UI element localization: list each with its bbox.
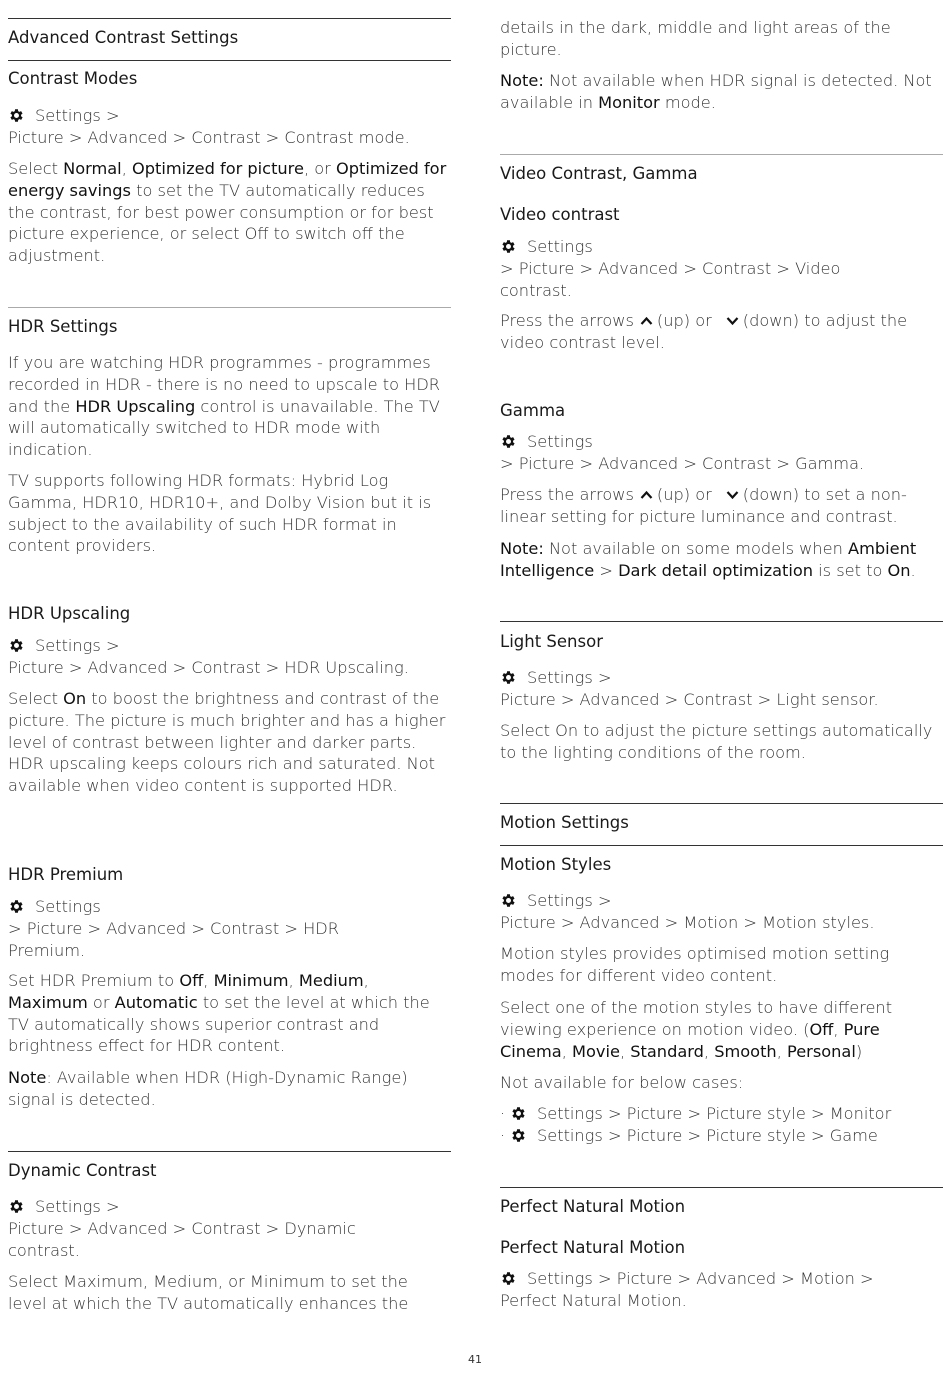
hdr-premium-desc: Set HDR Premium to Off, Minimum, Medium, Maximum or Automatic to set the level at which the TV automatically shows superior contrast and brightness effect for HDR content. xyxy=(8,971,430,1056)
motion-settings-title: Motion Settings xyxy=(500,813,629,832)
dynamic-contrast-note: Note: Not available when HDR signal is detected. Not available in Monitor mode. xyxy=(500,71,932,112)
chevron-up-icon xyxy=(640,489,653,501)
gear-icon xyxy=(500,669,517,686)
perfect-natural-motion-title: Perfect Natural Motion xyxy=(500,1238,686,1257)
hdr-upscaling-desc: Select On to boost the brightness and contrast of the picture. The picture is much brighter and has a higher level of contrast between lighter and darker parts. HDR upscaling keeps colours rich and saturated. Not available when video content is supported HDR. xyxy=(8,689,446,796)
gear-icon xyxy=(8,107,25,124)
dynamic-contrast-desc: Select Maximum, Medium, or Minimum to set the level at which the TV automatically enhances the xyxy=(8,1272,409,1313)
contrast-modes-path: Settings > Picture > Advanced > Contrast > Contrast mode. xyxy=(8,106,410,147)
dynamic-contrast-continued: details in the dark, middle and light areas of the picture. xyxy=(500,18,891,59)
light-sensor-title: Light Sensor xyxy=(500,632,603,651)
advanced-contrast-title: Advanced Contrast Settings xyxy=(8,28,239,47)
motion-styles-p2: Select one of the motion styles to have different viewing experience on motion video. (Off, Pure Cinema, Movie, Standard, Smooth, Personal) xyxy=(500,998,893,1061)
hdr-premium-title: HDR Premium xyxy=(8,865,124,884)
section-rule xyxy=(500,154,943,155)
perfect-natural-motion-path: Settings > Picture > Advanced > Motion > Perfect Natural Motion. xyxy=(500,1269,874,1310)
gear-icon xyxy=(500,238,517,255)
section-rule xyxy=(8,60,451,61)
section-rule xyxy=(8,307,451,308)
hdr-upscaling-path: Settings > Picture > Advanced > Contrast > HDR Upscaling. xyxy=(8,636,409,677)
gamma-note: Note: Not available on some models when Ambient Intelligence > Dark detail optimization is set to On. xyxy=(500,539,917,580)
section-rule xyxy=(8,18,451,19)
gear-icon xyxy=(8,637,25,654)
motion-styles-p1: Motion styles provides optimised motion setting modes for different video content. xyxy=(500,944,890,985)
section-rule xyxy=(500,803,943,804)
list-item: · Settings > Picture > Picture style > Game xyxy=(500,1125,878,1145)
gamma-path: Settings > Picture > Advanced > Contrast > Gamma. xyxy=(500,432,865,473)
motion-styles-cases xyxy=(500,1103,943,1147)
gear-icon xyxy=(500,1270,517,1287)
light-sensor-path: Settings > Picture > Advanced > Contrast > Light sensor. xyxy=(500,668,879,709)
gear-icon xyxy=(510,1105,527,1122)
video-contrast-desc: Press the arrows (up) or (down) to adjust the video contrast level. xyxy=(500,311,908,352)
hdr-settings-title: HDR Settings xyxy=(8,317,118,336)
dynamic-contrast-title: Dynamic Contrast xyxy=(8,1161,157,1180)
hdr-settings-p2: TV supports following HDR formats: Hybrid Log Gamma, HDR10, HDR10+, and Dolby Vision but it is subject to the availability of such HDR format in content providers. xyxy=(8,471,432,556)
page-number: 41 xyxy=(468,1353,482,1366)
gear-icon xyxy=(510,1127,527,1144)
chevron-down-icon xyxy=(726,315,739,327)
hdr-premium-path: Settings > Picture > Advanced > Contrast > HDR Premium. xyxy=(8,897,339,960)
motion-styles-path: Settings > Picture > Advanced > Motion > Motion styles. xyxy=(500,891,875,932)
gamma-desc: Press the arrows (up) or (down) to set a non-linear setting for picture luminance and contrast. xyxy=(500,485,907,526)
motion-styles-p3: Not available for below cases: xyxy=(500,1073,744,1092)
video-contrast-gamma-title: Video Contrast, Gamma xyxy=(500,164,698,183)
dynamic-contrast-path: Settings > Picture > Advanced > Contrast > Dynamic contrast. xyxy=(8,1197,356,1260)
list-item: · Settings > Picture > Picture style > Monitor xyxy=(500,1104,892,1123)
gear-icon xyxy=(500,433,517,450)
hdr-settings-p1: If you are watching HDR programmes - programmes recorded in HDR - there is no need to upscale to HDR and the HDR Upscaling control is unavailable. The TV will automatically switched to HDR mode with indication. xyxy=(8,353,441,460)
hdr-upscaling-title: HDR Upscaling xyxy=(8,604,131,623)
perfect-natural-motion-section-title: Perfect Natural Motion xyxy=(500,1197,686,1216)
hdr-premium-note: Note: Available when HDR (High-Dynamic Range) signal is detected. xyxy=(8,1068,408,1109)
motion-styles-title: Motion Styles xyxy=(500,855,612,874)
gear-icon xyxy=(8,898,25,915)
contrast-modes-desc: Select Normal, Optimized for picture, or Optimized for energy savings to set the TV automatically reduces the contrast, for best power consumption or for best picture experience, or select Off to switch off the adjustment. xyxy=(8,159,447,266)
video-contrast-path: Settings > Picture > Advanced > Contrast > Video contrast. xyxy=(500,237,841,300)
gear-icon xyxy=(8,1198,25,1215)
light-sensor-desc: Select On to adjust the picture settings automatically to the lighting conditions of the room. xyxy=(500,721,933,762)
gear-icon xyxy=(500,892,517,909)
chevron-down-icon xyxy=(726,489,739,501)
section-rule xyxy=(500,845,943,846)
contrast-modes-title: Contrast Modes xyxy=(8,69,138,88)
chevron-up-icon xyxy=(640,315,653,327)
section-rule xyxy=(500,1187,943,1188)
section-rule xyxy=(500,621,943,622)
gamma-title: Gamma xyxy=(500,401,566,420)
video-contrast-title: Video contrast xyxy=(500,205,620,224)
section-rule xyxy=(8,1151,451,1152)
